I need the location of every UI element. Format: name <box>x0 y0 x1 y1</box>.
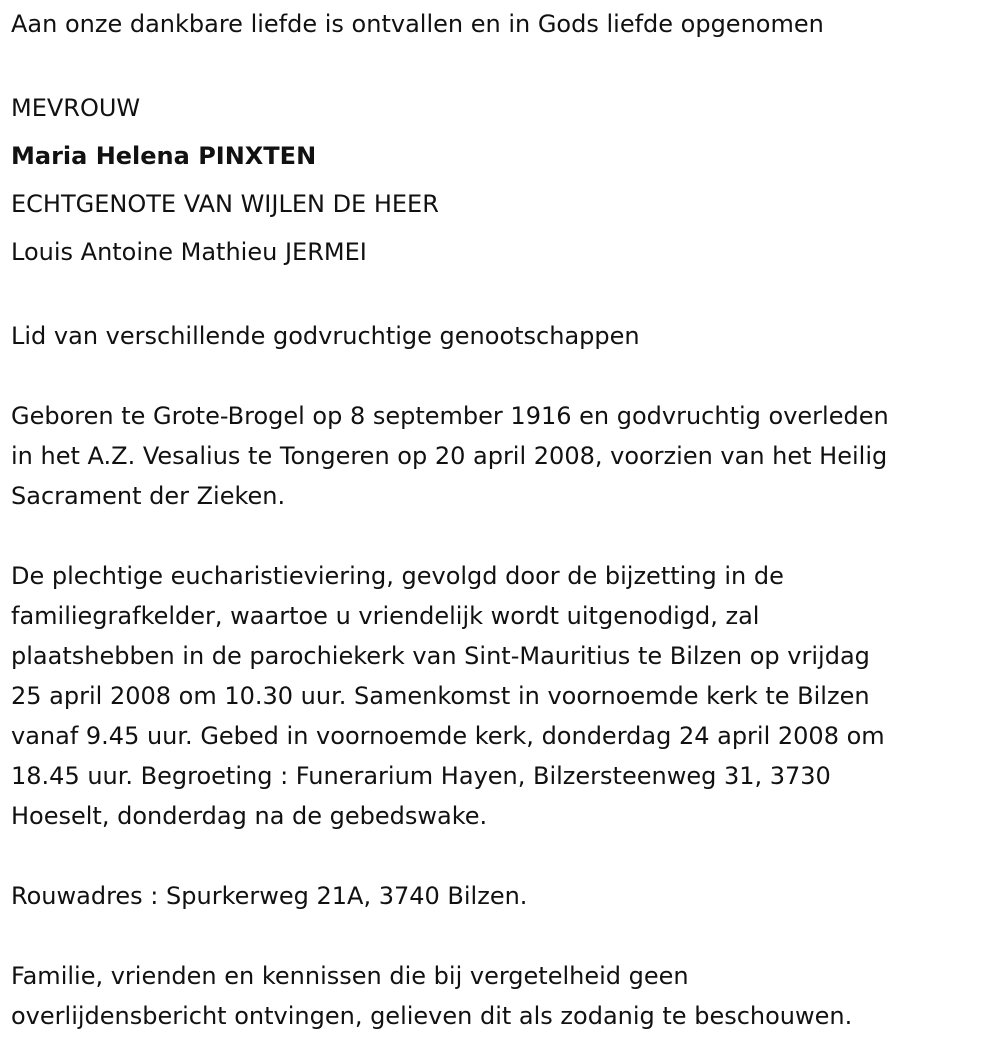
paragraph-line: Familie, vrienden en kennissen die bij vergetelheid geen <box>11 962 689 990</box>
spouse-label: ECHTGENOTE VAN WIJLEN DE HEER <box>11 190 439 218</box>
membership-text: Lid van verschillende godvruchtige genootschappen <box>11 322 640 350</box>
paragraph-line: Geboren te Grote-Brogel op 8 september 1916 en godvruchtig overleden <box>11 402 889 430</box>
mourning-address: Rouwadres : Spurkerweg 21A, 3740 Bilzen. <box>11 882 528 910</box>
paragraph-line: in het A.Z. Vesalius te Tongeren op 20 april 2008, voorzien van het Heilig <box>11 442 888 470</box>
honorific: MEVROUW <box>11 94 141 122</box>
paragraph-line: 25 april 2008 om 10.30 uur. Samenkomst in voornoemde kerk te Bilzen <box>11 682 870 710</box>
deceased-block <box>11 84 996 276</box>
deceased-name: Maria Helena PINXTEN <box>11 142 317 170</box>
paragraph-line: De plechtige eucharistieviering, gevolgd door de bijzetting in de <box>11 562 784 590</box>
ceremony-paragraph <box>11 556 996 836</box>
paragraph-line: familiegrafkelder, waartoe u vriendelijk wordt uitgenodigd, zal <box>11 602 760 630</box>
closing-paragraph <box>11 956 996 1036</box>
paragraph-line: vanaf 9.45 uur. Gebed in voornoemde kerk, donderdag 24 april 2008 om <box>11 722 885 750</box>
birth-death-paragraph <box>11 396 996 516</box>
paragraph-line: plaatshebben in de parochiekerk van Sint-Mauritius te Bilzen op vrijdag <box>11 642 870 670</box>
paragraph-line: 18.45 uur. Begroeting : Funerarium Hayen, Bilzersteenweg 31, 3730 <box>11 762 831 790</box>
paragraph-line: Hoeselt, donderdag na de gebedswake. <box>11 802 488 830</box>
intro-text: Aan onze dankbare liefde is ontvallen en in Gods liefde opgenomen <box>11 10 824 38</box>
obituary-notice <box>11 0 996 1036</box>
paragraph-line: Sacrament der Zieken. <box>11 482 286 510</box>
spouse-name: Louis Antoine Mathieu JERMEI <box>11 238 367 266</box>
paragraph-line: overlijdensbericht ontvingen, gelieven dit als zodanig te beschouwen. <box>11 1002 853 1030</box>
